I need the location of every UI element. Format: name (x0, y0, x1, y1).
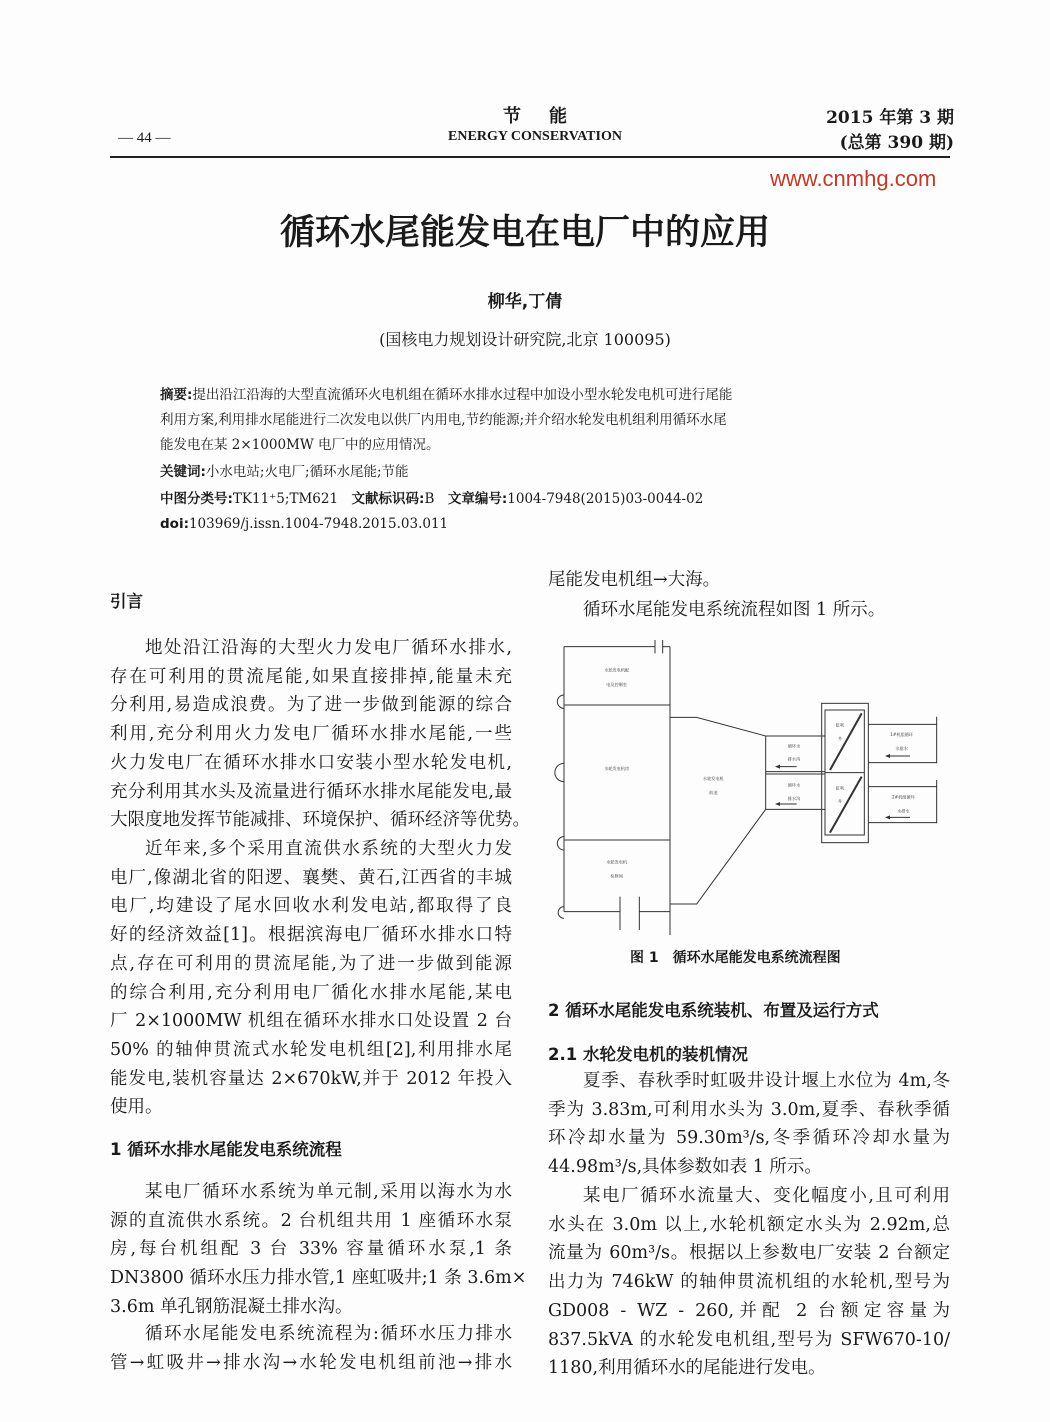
label-control-room-2: 电及控制室 (606, 682, 628, 687)
keywords-label: 关键词: (160, 464, 206, 480)
label-control-room: 水轮发电机配 (604, 667, 630, 673)
clc: TK11⁺5;TM621 (232, 491, 339, 507)
article-number: 1004-7948(2015)03-0044-02 (507, 491, 704, 507)
text-line: 火力发电厂在循环水排水口安装小型水轮发电机, (110, 752, 512, 773)
text-line: 水头在 3.0m 以上,水轮机额定水头为 2.92m,总 (548, 1214, 950, 1235)
label-channel-1: 循环水 (787, 743, 801, 749)
left-p2 (110, 835, 512, 1122)
label-unit-2b: 水排水 (897, 808, 910, 814)
section21-heading: 2.1 水轮发电机的装机情况 (548, 1045, 748, 1064)
article-label: 文章编号: (447, 491, 508, 507)
text-line: 某电厂循环水系统为单元制,采用以海水为水 (145, 1182, 512, 1202)
text-line: 分利用,易造成浪费。为了进一步做到能源的综合 (110, 695, 512, 716)
abstract (160, 383, 880, 537)
label-generator-house: 水轮发电机房 (604, 766, 630, 771)
text-line: 好的经济效益[1]。根据滨海电厂循环水排水口特 (110, 925, 512, 946)
abstract-line: 提出沿江沿海的大型直流循环火电机组在循环水排水过程中加设小型水轮发电机可进行尾能 (192, 387, 733, 403)
doccode: B (424, 491, 435, 507)
label-unit-2: 2#机组循环 (891, 794, 915, 800)
text-line: 能发电,装机容量达 2×670kW,并于 2012 年投入 (110, 1068, 512, 1089)
abstract-line: 利用方案,利用排水尾能进行二次发电以供厂内用电,节约能源;并介绍水轮发电机组利用循环水尾 (160, 412, 727, 428)
text-line: 地处沿江沿海的大型火力发电厂循环水排水, (145, 638, 512, 658)
text-line: 某电厂循环水流量大、变化幅度小,且可利用 (583, 1186, 950, 1206)
right-p1 (548, 596, 950, 625)
label-unit-1: 1#机组循环 (890, 732, 914, 737)
text-line: 44.98m³/s,具体参数如表 1 所示。 (548, 1157, 822, 1178)
affiliation: (国核电力规划设计研究院,北京 100095) (379, 330, 671, 349)
text-line: 的综合利用,充分利用电厂循化水排水尾能,某电 (110, 982, 512, 1003)
text-line: 尾能发电机组→大海。 (548, 570, 721, 590)
keywords: 小水电站;火电厂;循环水尾能;节能 (205, 464, 409, 480)
text-line: 点,存在可利用的贯流尾能,为了进一步做到能源 (110, 953, 512, 974)
label-siphon-2b: 井 (837, 798, 843, 804)
watermark: www.cnmhg.com (770, 166, 937, 191)
label-channel-2: 循环水 (787, 782, 801, 788)
journal-name-cn: 节能 (503, 106, 595, 127)
abstract-line: 能发电在某 2×1000MW 电厂中的应用情况。 (160, 437, 440, 453)
text-line: 房,每台机组配 3 台 33% 容量循环水泵,1 条 (110, 1239, 512, 1260)
text-line: 利用,充分利用火力发电厂循环水排水尾能,一些 (110, 724, 512, 745)
abstract-label: 摘要: (160, 387, 193, 403)
text-line: 循环水尾能发电系统流程为:循环水压力排水 (145, 1324, 512, 1344)
flow-diagram (540, 630, 960, 945)
text-line: 837.5kVA 的水轮发电机组,型号为 SFW670-10/ (548, 1329, 950, 1350)
left-p4 (110, 1320, 512, 1377)
section2-heading: 2 循环水尾能发电系统装机、布置及运行方式 (548, 1001, 879, 1020)
label-siphon-1b: 井 (837, 736, 843, 741)
left-p1 (110, 634, 530, 835)
text-line: 电厂,均建设了尾水回收水利发电站,都取得了良 (110, 896, 512, 917)
text-line: 大限度地发挥节能减排、环境保护、循环经济等优势。 (110, 810, 530, 831)
text-line: 出力为 746kW 的轴伸贯流机组的水轮机,型号为 (548, 1272, 950, 1293)
text-line: 近年来,多个采用直流供水系统的大型火力发 (145, 839, 512, 859)
text-line: 夏季、春秋季时虹吸井设计堰上水位为 4m,冬 (583, 1071, 950, 1091)
doi: 103969/j.issn.1004-7948.2015.03.011 (188, 516, 449, 532)
text-line: GD008 - WZ - 260,并配 2 台额定容量为 (548, 1300, 950, 1321)
doccode-label: 文献标识码: (351, 491, 425, 507)
label-siphon-2: 虹吸 (835, 785, 845, 791)
doi-label: doi: (160, 516, 189, 532)
total-issue: (总第 390 期) (839, 133, 954, 153)
label-repair-room: 水轮发电机 (606, 859, 628, 865)
text-line: 充分利用其水头及流量进行循环水排水尾能发电,最 (110, 781, 512, 802)
label-forebay: 水轮发电机 (702, 776, 724, 781)
label-forebay-2: 前池 (709, 790, 718, 795)
right-p3 (548, 1182, 950, 1383)
text-line: 流量为 60m³/s。根据以上参数电厂安装 2 台额定 (548, 1243, 950, 1264)
text-line: 50% 的轴伸贯流式水轮发电机组[2],利用排水尾 (110, 1039, 512, 1060)
right-p2 (548, 1067, 950, 1182)
text-line: 使用。 (110, 1097, 163, 1118)
text-line: 循环水尾能发电系统流程如图 1 所示。 (583, 600, 886, 620)
right-p0 (548, 566, 950, 595)
text-line: 季为 3.83m,可利用水头为 3.0m,夏季、春秋季循 (548, 1099, 950, 1120)
text-line: 环冷却水量为 59.30m³/s,冬季循环冷却水量为 (548, 1128, 950, 1149)
text-line: 1180,利用循环水的尾能进行发电。 (548, 1358, 826, 1379)
text-line: 源的直流供水系统。2 台机组共用 1 座循环水泵 (110, 1210, 512, 1231)
authors: 柳华,丁倩 (487, 292, 563, 312)
text-line: 厂 2×1000MW 机组在循环水排水口处设置 2 台 (110, 1011, 512, 1032)
issue-info (826, 106, 954, 156)
section1-heading: 1 循环水排水尾能发电系统流程 (110, 1140, 342, 1159)
journal-name-en: ENERGY CONSERVATION (448, 129, 622, 144)
text-line: 管→虹吸井→排水沟→水轮发电机组前池→排水 (110, 1352, 512, 1373)
header-rule (110, 156, 950, 158)
paper-title: 循环水尾能发电在电厂中的应用 (279, 213, 770, 253)
label-siphon-1: 虹吸 (835, 722, 845, 728)
intro-heading: 引言 (110, 592, 143, 611)
clc-label: 中图分类号: (160, 491, 233, 507)
label-repair-room-2: 检修间 (610, 873, 623, 879)
label-channel-2b: 排水沟 (787, 796, 801, 801)
figure-caption: 图 1 循环水尾能发电系统流程图 (630, 950, 841, 966)
label-channel-1b: 排水沟 (787, 756, 801, 762)
text-line: 3.6m 单孔钢筋混凝土排水沟。 (110, 1296, 353, 1317)
label-unit-1b: 水排水 (895, 746, 908, 751)
issue: 2015 年第 3 期 (826, 108, 954, 128)
left-p3 (110, 1178, 527, 1322)
text-line: 电厂,像湖北省的阳逻、襄樊、黄石,江西省的丰城 (110, 867, 512, 888)
text-line: 存在可利用的贯流尾能,如果直接排掉,能量未充 (110, 666, 512, 687)
page-number: — 44 — (118, 130, 171, 146)
text-line: DN3800 循环水压力排水管,1 座虹吸井;1 条 3.6m× (110, 1268, 527, 1289)
